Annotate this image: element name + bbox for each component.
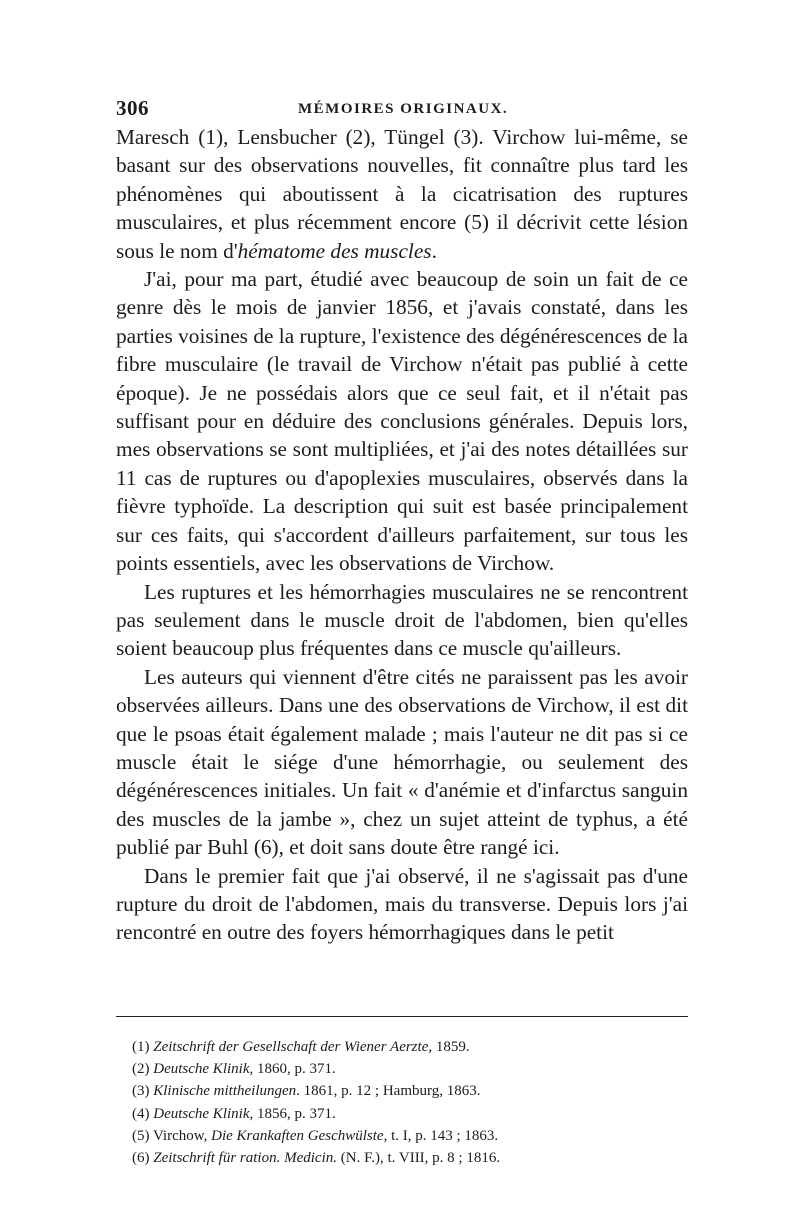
footnote-number: (4) [132, 1105, 150, 1122]
paragraph [116, 578, 688, 663]
footnote-number: (3) [132, 1083, 150, 1100]
footnote-title: Deutsche Klinik [153, 1105, 250, 1122]
text-run: Les ruptures et les hémorrhagies musculaires ne se rencontrent pas seulement dans le muscle droit de l'abdomen, bien qu'elles soient beaucoup plus fréquentes dans ce muscle qu'ailleurs. [116, 579, 688, 661]
footnotes [132, 1036, 688, 1169]
footnote [132, 1125, 688, 1147]
footnote-details: (N. F.), t. VIII, p. 8 ; 1816. [337, 1150, 501, 1167]
footnote-number: (1) [132, 1039, 150, 1055]
footnote [132, 1058, 688, 1080]
footnote-title: Zeitschrift für ration. Medicin. [153, 1150, 337, 1167]
paragraph [116, 265, 688, 577]
page-header [116, 96, 688, 122]
paragraph [116, 123, 688, 265]
footnote-details: , t. I, p. 143 ; 1863. [383, 1127, 499, 1144]
footnote-number: (2) [132, 1061, 150, 1078]
footnote-details: , 1859. [428, 1039, 470, 1055]
paragraph [116, 663, 688, 862]
footnote-details: , 1860, p. 371. [249, 1061, 336, 1078]
footnote-title: Klinische mittheilungen [153, 1083, 297, 1100]
text-run: . [431, 238, 437, 263]
footnote-separator [116, 1016, 688, 1017]
running-title: MÉMOIRES ORIGINAUX. [298, 101, 509, 117]
footnote-title: Deutsche Klinik [153, 1061, 250, 1078]
italic-phrase: hématome des muscles [237, 238, 432, 263]
text-run: Les auteurs qui viennent d'être cités ne paraissent pas les avoir observées ailleurs. Dans une des observations de Virchow, il est dit que le psoas était également malade ; mais l'auteur ne dit pas si ce muscle était le siége d'une hémorrhagie, ou seulement des dégénérescences initiales. Un fait « d'anémie et d'infarctus sanguin des muscles de la jambe », chez un sujet atteint de typhus, a été publié par Buhl (6), et doit sans doute être rangé ici. [116, 664, 688, 860]
footnote [132, 1103, 688, 1125]
footnote [132, 1147, 688, 1169]
footnote [132, 1036, 688, 1058]
footnote-details: . 1861, p. 12 ; Hamburg, 1863. [296, 1083, 481, 1100]
paragraph [116, 862, 688, 947]
page-number: 306 [116, 96, 149, 120]
text-run: J'ai, pour ma part, étudié avec beaucoup de soin un fait de ce genre dès le mois de janvier 1856, et j'avais constaté, dans les parties voisines de la rupture, l'existence des dégénérescences de la fibre musculaire (le travail de Virchow n'était pas publié à cette époque). Je ne possédais alors que ce seul fait, et il n'était pas suffisant pour en déduire des conclusions générales. Depuis lors, mes observations se sont multipliées, et j'ai des notes détaillées sur 11 cas de ruptures ou d'apoplexies musculaires, observés dans la fièvre typhoïde. La description qui suit est basée principalement sur ces faits, qui s'accordent d'ailleurs parfaitement, sur tous les points essentiels, avec les observations de Virchow. [116, 267, 688, 576]
footnote [132, 1080, 688, 1102]
footnote-title: Zeitschrift der Gesellschaft der Wiener Aerzte [153, 1039, 429, 1055]
body-text [116, 123, 688, 947]
footnote-number: (5) [132, 1127, 150, 1144]
footnote-author: Virchow, [152, 1127, 212, 1144]
footnote-details: , 1856, p. 371. [249, 1105, 336, 1122]
text-run: Dans le premier fait que j'ai observé, il ne s'agissait pas d'une rupture du droit de l'abdomen, mais du transverse. Depuis lors j'ai rencontré en outre des foyers hémorrhagiques dans le petit [116, 863, 688, 945]
footnote-number: (6) [132, 1150, 150, 1167]
footnote-title: Die Krankaften Geschwülste [211, 1127, 384, 1144]
text-run: Maresch (1), Lensbucher (2), Tüngel (3). Virchow lui-même, se basant sur des observations nouvelles, fit connaître plus tard les phénomènes qui aboutissent à la cicatrisation des ruptures musculaires, et plus récemment encore (5) il décrivit cette lésion sous le nom d' [116, 125, 688, 263]
